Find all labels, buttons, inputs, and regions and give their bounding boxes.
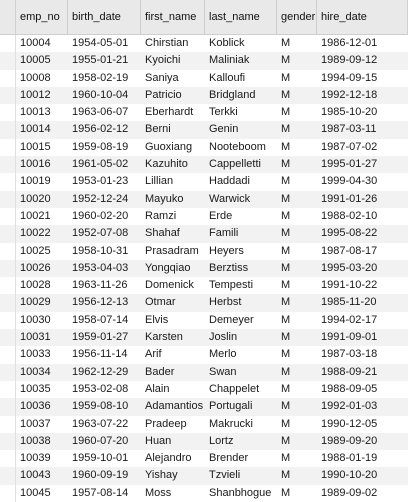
table-row[interactable] — [0, 381, 408, 398]
cell-emp-no[interactable]: 10008 — [20, 71, 51, 84]
cell-gender[interactable]: M — [281, 279, 291, 292]
cell-first-name[interactable]: Yongqiao — [145, 261, 191, 274]
column-header-emp-no[interactable]: emp_no — [16, 0, 68, 34]
cell-first-name[interactable]: Bader — [145, 365, 175, 378]
row-gutter[interactable] — [0, 139, 16, 156]
cell-hire-date[interactable]: 1992-01-03 — [321, 400, 378, 413]
cell-hire-date[interactable]: 1992-12-18 — [321, 88, 378, 101]
cell-first-name[interactable]: Domenick — [145, 279, 194, 292]
table-row[interactable] — [0, 346, 408, 363]
cell-birth-date[interactable]: 1963-11-26 — [72, 279, 128, 292]
table-row[interactable] — [0, 52, 408, 69]
cell-first-name[interactable]: Kyoichi — [145, 54, 181, 67]
cell-hire-date[interactable]: 1995-03-20 — [321, 261, 378, 274]
cell-gender[interactable]: M — [281, 88, 291, 101]
cell-emp-no[interactable]: 10039 — [20, 452, 51, 465]
row-gutter[interactable] — [0, 346, 16, 363]
cell-hire-date[interactable]: 1991-10-22 — [321, 279, 378, 292]
cell-birth-date[interactable]: 1952-07-08 — [72, 227, 129, 240]
cell-birth-date[interactable]: 1953-01-23 — [72, 175, 129, 188]
cell-emp-no[interactable]: 10037 — [20, 417, 51, 430]
table-row[interactable] — [0, 277, 408, 294]
cell-birth-date[interactable]: 1956-12-13 — [72, 296, 129, 309]
table-row[interactable] — [0, 416, 408, 433]
cell-last-name[interactable]: Nooteboom — [209, 140, 266, 153]
cell-birth-date[interactable]: 1960-10-04 — [72, 88, 129, 101]
table-row[interactable] — [0, 398, 408, 415]
cell-last-name[interactable]: Portugali — [209, 400, 253, 413]
row-gutter[interactable] — [0, 398, 16, 415]
cell-hire-date[interactable]: 1994-02-17 — [321, 313, 378, 326]
row-gutter[interactable] — [0, 381, 16, 398]
table-row[interactable] — [0, 243, 408, 260]
row-gutter[interactable] — [0, 121, 16, 138]
row-gutter[interactable] — [0, 35, 16, 52]
cell-hire-date[interactable]: 1999-04-30 — [321, 175, 378, 188]
cell-last-name[interactable]: Demeyer — [209, 313, 254, 326]
cell-gender[interactable]: M — [281, 296, 291, 309]
cell-hire-date[interactable]: 1987-03-18 — [321, 348, 378, 361]
column-header-first-name[interactable]: first_name — [141, 0, 205, 34]
table-row[interactable] — [0, 260, 408, 277]
row-gutter[interactable] — [0, 225, 16, 242]
cell-gender[interactable]: M — [281, 175, 291, 188]
table-row[interactable] — [0, 312, 408, 329]
cell-birth-date[interactable]: 1963-07-22 — [72, 417, 129, 430]
cell-last-name[interactable]: Makrucki — [209, 417, 254, 430]
cell-birth-date[interactable]: 1955-01-21 — [72, 54, 129, 67]
cell-first-name[interactable]: Lillian — [145, 175, 174, 188]
table-row[interactable] — [0, 467, 408, 484]
row-gutter[interactable] — [0, 260, 16, 277]
cell-last-name[interactable]: Terkki — [209, 106, 238, 119]
cell-last-name[interactable]: Herbst — [209, 296, 242, 309]
row-gutter[interactable] — [0, 191, 16, 208]
cell-gender[interactable]: M — [281, 469, 291, 482]
cell-hire-date[interactable]: 1988-01-19 — [321, 452, 378, 465]
cell-emp-no[interactable]: 10034 — [20, 365, 51, 378]
cell-emp-no[interactable]: 10029 — [20, 296, 51, 309]
row-gutter[interactable] — [0, 104, 16, 121]
row-gutter[interactable] — [0, 87, 16, 104]
cell-gender[interactable]: M — [281, 486, 291, 499]
cell-first-name[interactable]: Elvis — [145, 313, 169, 326]
cell-gender[interactable]: M — [281, 382, 291, 395]
cell-gender[interactable]: M — [281, 348, 291, 361]
cell-emp-no[interactable]: 10033 — [20, 348, 51, 361]
cell-last-name[interactable]: Chappelet — [209, 382, 260, 395]
cell-hire-date[interactable]: 1994-09-15 — [321, 71, 378, 84]
cell-gender[interactable]: M — [281, 244, 291, 257]
cell-emp-no[interactable]: 10004 — [20, 37, 51, 49]
column-header-last-name[interactable]: last_name — [205, 0, 277, 34]
cell-birth-date[interactable]: 1960-02-20 — [72, 209, 129, 222]
cell-birth-date[interactable]: 1958-02-19 — [72, 71, 129, 84]
cell-gender[interactable]: M — [281, 158, 291, 171]
cell-emp-no[interactable]: 10022 — [20, 227, 51, 240]
cell-emp-no[interactable]: 10030 — [20, 313, 51, 326]
cell-birth-date[interactable]: 1952-12-24 — [72, 192, 129, 205]
cell-last-name[interactable]: Shanbhogue — [209, 486, 272, 499]
cell-gender[interactable]: M — [281, 106, 291, 119]
cell-birth-date[interactable]: 1953-02-08 — [72, 382, 129, 395]
cell-first-name[interactable]: Karsten — [145, 331, 183, 344]
cell-first-name[interactable]: Huan — [145, 434, 172, 447]
cell-hire-date[interactable]: 1988-09-21 — [321, 365, 378, 378]
cell-first-name[interactable]: Berni — [145, 123, 171, 136]
cell-gender[interactable]: M — [281, 400, 291, 413]
cell-last-name[interactable]: Lortz — [209, 434, 234, 447]
cell-first-name[interactable]: Alain — [145, 382, 170, 395]
cell-emp-no[interactable]: 10038 — [20, 434, 51, 447]
cell-last-name[interactable]: Koblick — [209, 37, 245, 49]
cell-gender[interactable]: M — [281, 313, 291, 326]
table-row[interactable] — [0, 485, 408, 502]
cell-gender[interactable]: M — [281, 192, 291, 205]
table-row[interactable] — [0, 433, 408, 450]
cell-emp-no[interactable]: 10036 — [20, 400, 51, 413]
cell-birth-date[interactable]: 1959-10-01 — [72, 452, 129, 465]
cell-last-name[interactable]: Swan — [209, 365, 237, 378]
cell-birth-date[interactable]: 1959-08-10 — [72, 400, 129, 413]
row-gutter[interactable] — [0, 450, 16, 467]
table-row[interactable] — [0, 329, 408, 346]
cell-emp-no[interactable]: 10014 — [20, 123, 51, 136]
cell-emp-no[interactable]: 10025 — [20, 244, 51, 257]
cell-emp-no[interactable]: 10021 — [20, 209, 51, 222]
cell-hire-date[interactable]: 1989-09-20 — [321, 434, 378, 447]
cell-birth-date[interactable]: 1956-02-12 — [72, 123, 129, 136]
cell-birth-date[interactable]: 1959-01-27 — [72, 331, 129, 344]
cell-gender[interactable]: M — [281, 37, 291, 49]
cell-gender[interactable]: M — [281, 54, 291, 67]
cell-last-name[interactable]: Kalloufi — [209, 71, 246, 84]
cell-last-name[interactable]: Erde — [209, 209, 233, 222]
cell-last-name[interactable]: Famili — [209, 227, 239, 240]
row-gutter[interactable] — [0, 208, 16, 225]
cell-first-name[interactable]: Chirstian — [145, 37, 189, 49]
row-gutter[interactable] — [0, 416, 16, 433]
cell-emp-no[interactable]: 10012 — [20, 88, 51, 101]
table-row[interactable] — [0, 139, 408, 156]
cell-emp-no[interactable]: 10016 — [20, 158, 51, 171]
cell-emp-no[interactable]: 10035 — [20, 382, 51, 395]
cell-hire-date[interactable]: 1987-07-02 — [321, 140, 378, 153]
cell-first-name[interactable]: Pradeep — [145, 417, 187, 430]
cell-birth-date[interactable]: 1963-06-07 — [72, 106, 129, 119]
cell-hire-date[interactable]: 1995-08-22 — [321, 227, 378, 240]
column-header-birth-date[interactable]: birth_date — [68, 0, 141, 34]
cell-hire-date[interactable]: 1985-10-20 — [321, 106, 378, 119]
grid-body — [0, 35, 408, 502]
cell-last-name[interactable]: Brender — [209, 452, 249, 465]
cell-gender[interactable]: M — [281, 261, 291, 274]
cell-last-name[interactable]: Haddadi — [209, 175, 250, 188]
cell-emp-no[interactable]: 10019 — [20, 175, 51, 188]
cell-hire-date[interactable]: 1990-12-05 — [321, 417, 378, 430]
cell-hire-date[interactable]: 1990-10-20 — [321, 469, 378, 482]
table-row[interactable] — [0, 225, 408, 242]
cell-last-name[interactable]: Berztiss — [209, 261, 249, 274]
table-row[interactable] — [0, 121, 408, 138]
cell-birth-date[interactable]: 1960-09-19 — [72, 469, 129, 482]
cell-birth-date[interactable]: 1959-08-19 — [72, 140, 129, 153]
cell-hire-date[interactable]: 1989-09-02 — [321, 486, 378, 499]
cell-first-name[interactable]: Arif — [145, 348, 162, 361]
cell-hire-date[interactable]: 1988-02-10 — [321, 209, 378, 222]
cell-birth-date[interactable]: 1957-08-14 — [72, 486, 129, 499]
cell-birth-date[interactable]: 1956-11-14 — [72, 348, 128, 361]
row-gutter[interactable] — [0, 156, 16, 173]
cell-first-name[interactable]: Eberhardt — [145, 106, 194, 119]
cell-gender[interactable]: M — [281, 452, 291, 465]
row-gutter[interactable] — [0, 243, 16, 260]
row-gutter[interactable] — [0, 467, 16, 484]
cell-hire-date[interactable]: 1995-01-27 — [321, 158, 378, 171]
cell-gender[interactable]: M — [281, 123, 291, 136]
cell-hire-date[interactable]: 1988-09-05 — [321, 382, 378, 395]
table-row[interactable] — [0, 191, 408, 208]
cell-hire-date[interactable]: 1986-12-01 — [321, 37, 378, 49]
cell-birth-date[interactable]: 1953-04-03 — [72, 261, 129, 274]
cell-last-name[interactable]: Heyers — [209, 244, 244, 257]
cell-last-name[interactable]: Bridgland — [209, 88, 256, 101]
cell-birth-date[interactable]: 1960-07-20 — [72, 434, 129, 447]
cell-first-name[interactable]: Moss — [145, 486, 172, 499]
cell-gender[interactable]: M — [281, 71, 291, 84]
cell-emp-no[interactable]: 10028 — [20, 279, 51, 292]
cell-last-name[interactable]: Merlo — [209, 348, 237, 361]
cell-birth-date[interactable]: 1958-07-14 — [72, 313, 129, 326]
cell-first-name[interactable]: Patricio — [145, 88, 182, 101]
cell-last-name[interactable]: Joslin — [209, 331, 238, 344]
cell-last-name[interactable]: Tempesti — [209, 279, 254, 292]
row-gutter[interactable] — [0, 329, 16, 346]
cell-first-name[interactable]: Alejandro — [145, 452, 192, 465]
cell-birth-date[interactable]: 1954-05-01 — [72, 37, 129, 49]
cell-emp-no[interactable]: 10005 — [20, 54, 51, 67]
cell-birth-date[interactable]: 1961-05-02 — [72, 158, 129, 171]
cell-hire-date[interactable]: 1985-11-20 — [321, 296, 377, 309]
cell-gender[interactable]: M — [281, 209, 291, 222]
cell-hire-date[interactable]: 1987-03-11 — [321, 123, 377, 136]
cell-birth-date[interactable]: 1962-12-29 — [72, 365, 129, 378]
table-row[interactable] — [0, 87, 408, 104]
cell-first-name[interactable]: Prasadram — [145, 244, 199, 257]
cell-gender[interactable]: M — [281, 434, 291, 447]
cell-hire-date[interactable]: 1991-09-01 — [321, 331, 378, 344]
cell-emp-no[interactable]: 10020 — [20, 192, 51, 205]
table-row[interactable] — [0, 294, 408, 311]
cell-emp-no[interactable]: 10013 — [20, 106, 51, 119]
row-gutter[interactable] — [0, 312, 16, 329]
cell-birth-date[interactable]: 1958-10-31 — [72, 244, 129, 257]
cell-emp-no[interactable]: 10015 — [20, 140, 51, 153]
cell-gender[interactable]: M — [281, 417, 291, 430]
cell-first-name[interactable]: Otmar — [145, 296, 176, 309]
table-row[interactable] — [0, 208, 408, 225]
cell-last-name[interactable]: Warwick — [209, 192, 251, 205]
cell-hire-date[interactable]: 1991-01-26 — [321, 192, 378, 205]
table-row[interactable] — [0, 70, 408, 87]
cell-gender[interactable]: M — [281, 140, 291, 153]
cell-emp-no[interactable]: 10045 — [20, 486, 51, 499]
row-gutter[interactable] — [0, 485, 16, 502]
cell-first-name[interactable]: Kazuhito — [145, 158, 188, 171]
cell-last-name[interactable]: Maliniak — [209, 54, 250, 67]
row-gutter[interactable] — [0, 277, 16, 294]
table-row[interactable] — [0, 35, 408, 52]
table-row[interactable] — [0, 104, 408, 121]
cell-hire-date[interactable]: 1987-08-17 — [321, 244, 378, 257]
cell-last-name[interactable]: Tzvieli — [209, 469, 241, 482]
cell-last-name[interactable]: Genin — [209, 123, 239, 136]
row-gutter[interactable] — [0, 70, 16, 87]
cell-gender[interactable]: M — [281, 331, 291, 344]
cell-first-name[interactable]: Yishay — [145, 469, 178, 482]
cell-hire-date[interactable]: 1989-09-12 — [321, 54, 378, 67]
cell-first-name[interactable]: Ramzi — [145, 209, 177, 222]
column-header-hire-date[interactable]: hire_date — [317, 0, 408, 34]
cell-gender[interactable]: M — [281, 365, 291, 378]
table-row[interactable] — [0, 156, 408, 173]
cell-last-name[interactable]: Cappelletti — [209, 158, 261, 171]
cell-first-name[interactable]: Mayuko — [145, 192, 184, 205]
cell-first-name[interactable]: Shahaf — [145, 227, 180, 240]
cell-first-name[interactable]: Saniya — [145, 71, 179, 84]
cell-emp-no[interactable]: 10043 — [20, 469, 51, 482]
cell-first-name[interactable]: Guoxiang — [145, 140, 193, 153]
table-row[interactable] — [0, 173, 408, 190]
grid-header — [0, 0, 408, 35]
row-gutter[interactable] — [0, 364, 16, 381]
row-gutter[interactable] — [0, 294, 16, 311]
cell-emp-no[interactable]: 10026 — [20, 261, 51, 274]
table-row[interactable] — [0, 450, 408, 467]
cell-gender[interactable]: M — [281, 227, 291, 240]
header-gutter — [0, 0, 16, 34]
column-header-gender[interactable]: gender — [277, 0, 317, 34]
cell-first-name[interactable]: Adamantios — [145, 400, 204, 413]
cell-emp-no[interactable]: 10031 — [20, 331, 51, 344]
row-gutter[interactable] — [0, 433, 16, 450]
row-gutter[interactable] — [0, 173, 16, 190]
row-gutter[interactable] — [0, 52, 16, 69]
table-row[interactable] — [0, 364, 408, 381]
